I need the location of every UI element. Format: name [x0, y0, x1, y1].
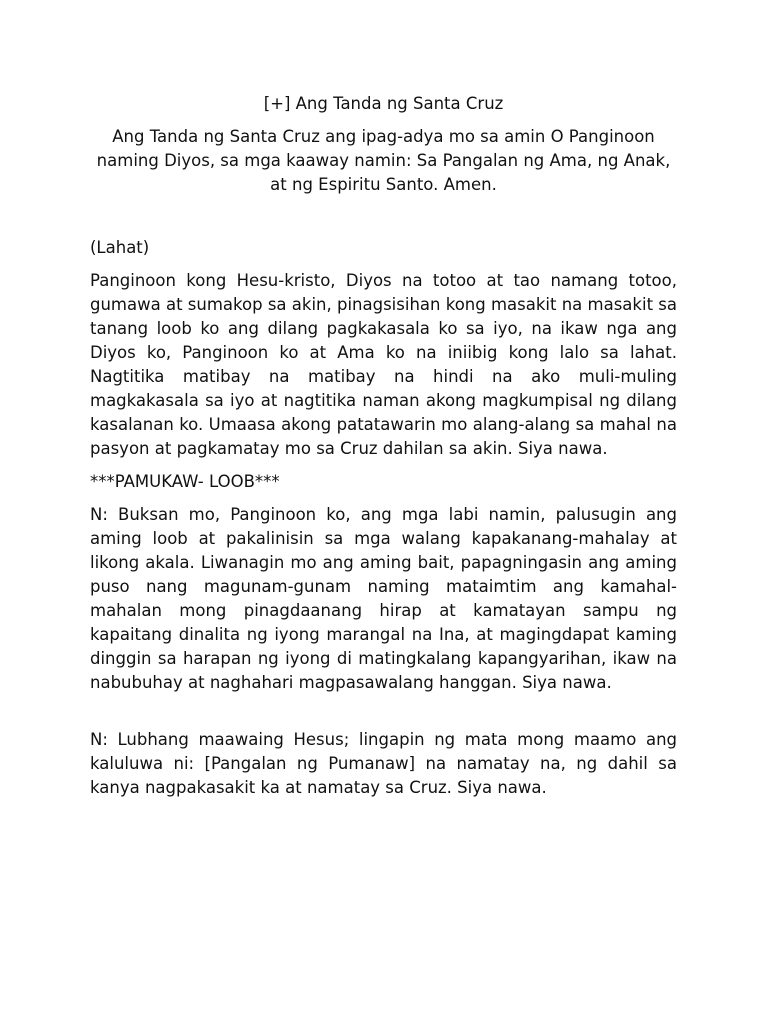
intro-paragraph: Ang Tanda ng Santa Cruz ang ipag-adya mo sa amin O Panginoon naming Diyos, sa mga kaaway namin: Sa Pangalan ng Ama, ng Anak, at ng Espiritu Santo. Amen.: [96, 127, 671, 194]
document-title: [+] Ang Tanda ng Santa Cruz: [263, 94, 504, 113]
section-heading: ***PAMUKAW- LOOB***: [90, 472, 280, 491]
prayer-paragraph-3: N: Lubhang maawaing Hesus; lingapin ng mata mong maamo ang kaluluwa ni: [Pangalan ng Pumanaw] na namatay na, ng dahil sa kanya nagpakasakit ka at namatay sa Cruz. Siya nawa.: [90, 730, 677, 797]
prayer-paragraph-1: Panginoon kong Hesu-kristo, Diyos na totoo at tao namang totoo, gumawa at sumakop sa akin, pinagsisihan kong masakit na masakit sa tanang loob ko ang dilang pagkakasala ko sa iyo, na ikaw nga ang Diyos ko, Panginoon ko at Ama ko na iniibig kong lalo sa lahat. Nagtitika matibay na matibay na hindi na ako muli-muling magkakasala sa iyo at nagtitika naman akong magkumpisal ng dilang kasalanan ko. Umaasa akong patatawarin mo alang-alang sa mahal na pasyon at pagkamatay mo sa Cruz dahilan sa akin. Siya nawa.: [90, 271, 677, 458]
lahat-label: (Lahat): [90, 238, 150, 257]
prayer-paragraph-2: N: Buksan mo, Panginoon ko, ang mga labi namin, palusugin ang aming loob at pakalinisin sa mga walang kapakanang-mahalay at likong akala. Liwanagin mo ang aming bait, papagningasin ang aming puso nang magunam-gunam naming mataimtim ang kamahal-mahalan mong pinagdaanang hirap at kamatayan sampu ng kapaitang dinalita ng iyong marangal na Ina, at magingdapat kaming dinggin sa harapan ng iyong di matingkalang kapangyarihan, ikaw na nabubuhay at naghahari magpasawalang hanggan. Siya nawa.: [90, 505, 677, 692]
document-page: [90, 92, 677, 800]
